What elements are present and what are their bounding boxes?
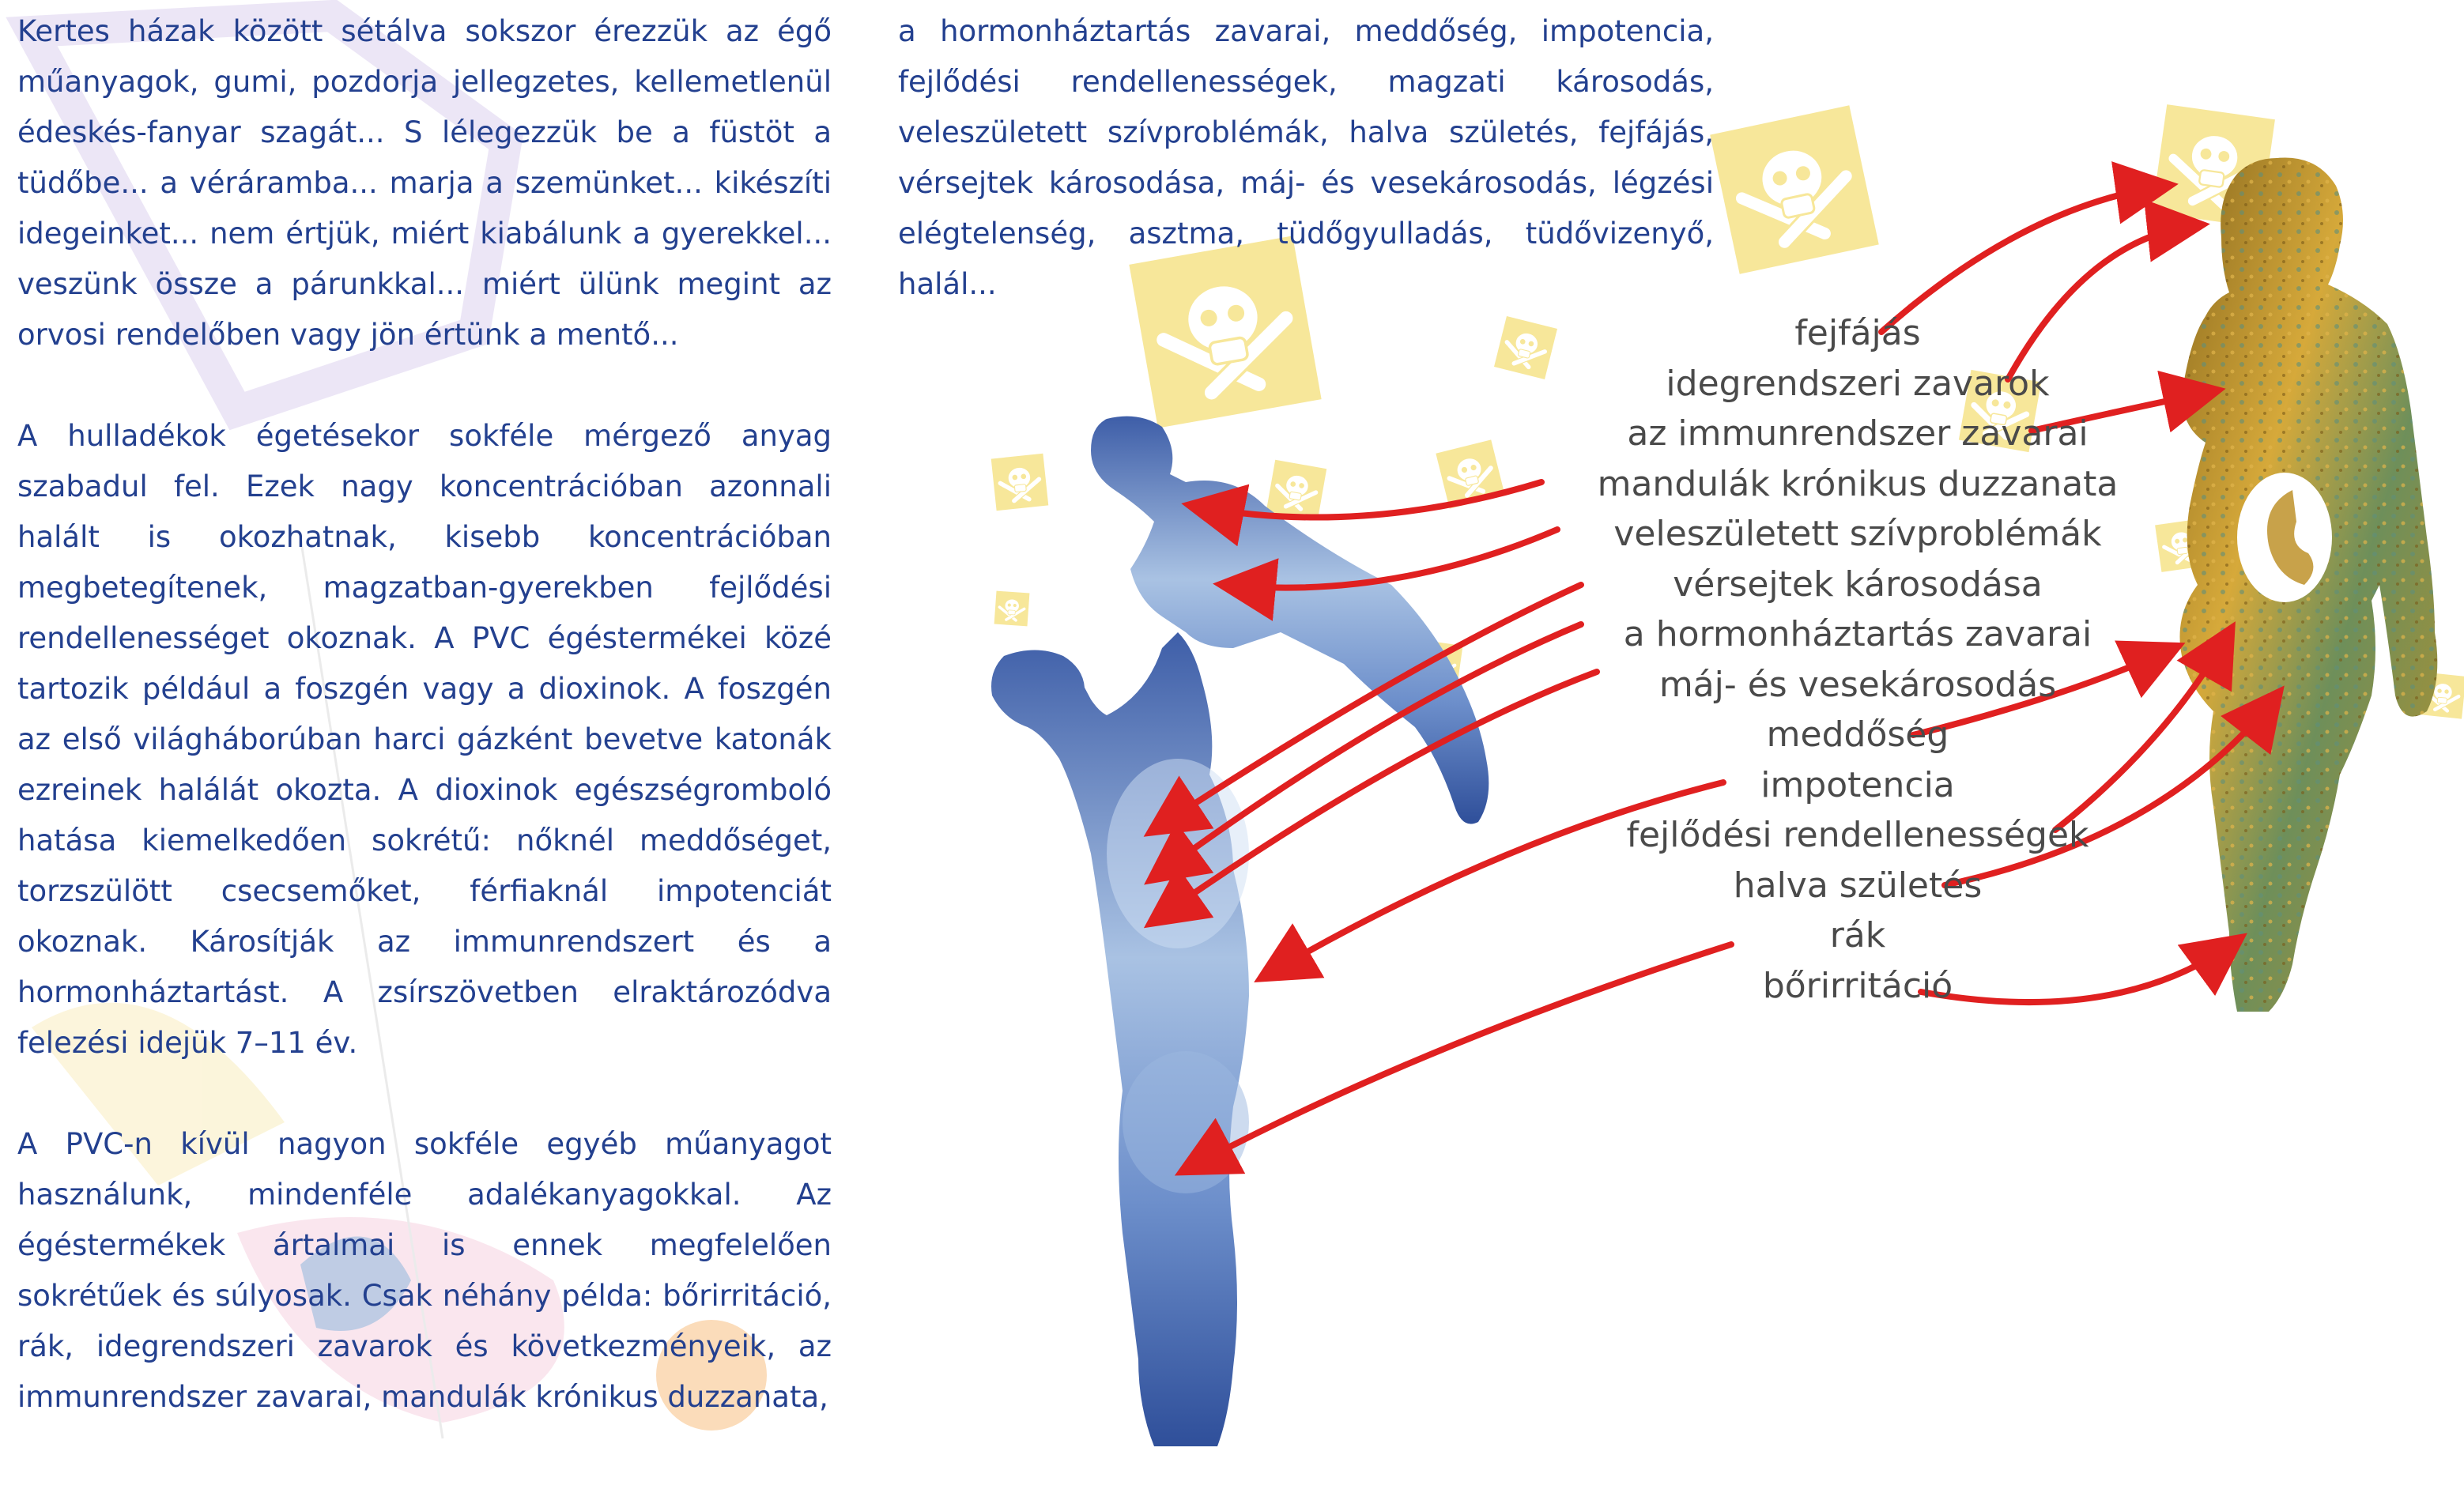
effect-label: mandulák krónikus duzzanata [1597, 463, 2119, 504]
paragraph: Kertes házak között sétálva sokszor érezzük az égő műanyagok, gumi, pozdorja jellegzetes, kellemetlenül édeskés-fanyar szagát... S lélegezzük be a füstöt a tüdőbe... a véráramba... marja a szemünket... kikészíti idegeinket... nem értjük, miért kiabálunk a gyerekkel... veszünk össze a párunkkal... miért ülünk megint az orvosi rendelőben vagy jön értünk a mentő... [17, 14, 832, 352]
skull-crossbones-icon [1710, 105, 1878, 273]
effect-label: impotencia [1760, 764, 1955, 805]
paragraph: a hormonháztartás zavarai, meddőség, impotencia, fejlődési rendellenességek, magzati károsodás, veleszületett szívproblémák, halva születés, fejfájás, vérsejtek károsodása, máj- és vesekárosodás, légzési elégtelenség, asztma, tüdőgyulladás, tüdővizenyő, halál... [898, 14, 1714, 301]
paragraph: A PVC-n kívül nagyon sokféle egyéb műanyagot használunk, mindenféle adalékanyagokkal. Az égéstermékek ártalmai is ennek megfelelően sokrétűek és súlyosak. Csak néhány példa: bőrirritáció, rák, idegrendszeri zavarok és következményeik, az immunrendszer zavarai, mandulák krónikus duzzanata, [17, 1127, 832, 1414]
pregnant-woman-silhouette [2180, 157, 2438, 1012]
skull-crossbones-icon [1266, 460, 1326, 520]
effect-label: halva születés [1733, 865, 1983, 906]
skull-crossbones-icon [991, 454, 1049, 511]
left-text-column [17, 6, 832, 1423]
effect-label: máj- és vesekárosodás [1658, 664, 2057, 705]
effect-label: meddőség [1766, 714, 1949, 755]
effect-label: a hormonháztartás zavarai [1623, 614, 2092, 654]
effect-label: vérsejtek károsodása [1673, 564, 2043, 605]
paragraph: A hulladékok égetésekor sokféle mérgező anyag szabadul fel. Ezek nagy koncentrációban azonnali halált is okozhatnak, kisebb koncentrációban megbetegítenek, magzatban-gyerekben fejlődési rendellenességet okoznak. A PVC égéstermékei közé tartozik például a foszgén vagy a dioxinok. A foszgén az első világháborúban harci gázként bevetve katonák ezreinek halálát okozta. A dioxinok egészségromboló hatása kiemelkedően sokrétű: nőknél meddőséget, torzszülött csecsemőket, férfiaknál impotenciát okoznak. Károsítják az immunrendszert és a hormonháztartást. A zsírszövetben elraktározódva felezési idejük 7–11 év. [17, 419, 832, 1060]
parent-child-silhouette [991, 417, 1489, 1446]
effect-label: rák [1829, 915, 1886, 956]
skull-crossbones-icon [994, 591, 1030, 627]
health-effects-list [1502, 308, 2213, 1011]
effect-label: fejlődési rendellenességek [1626, 815, 2089, 855]
effect-label: az immunrendszer zavarai [1627, 413, 2089, 454]
middle-text-column [898, 6, 1714, 310]
effect-label: idegrendszeri zavarok [1666, 363, 2050, 404]
effect-label: fejfájás [1794, 313, 1921, 353]
effect-label: bőrirritáció [1762, 965, 1953, 1006]
effect-label: veleszületett szívproblémák [1613, 514, 2102, 554]
